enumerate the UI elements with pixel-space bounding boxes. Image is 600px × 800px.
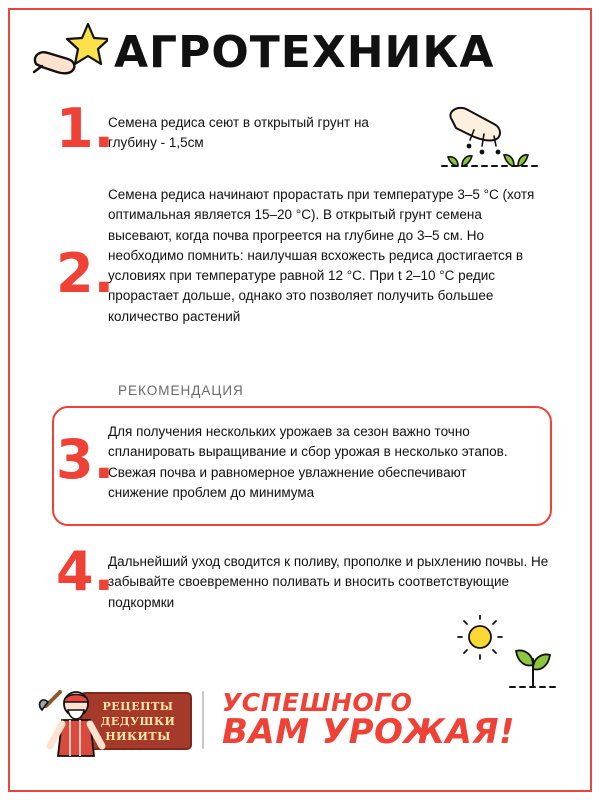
- step-4-text: Дальнейший уход сводится к поливу, прополке и рыхлению почвы. Не забывайте своевременно поливать и вносить соответствующие подкормки: [108, 554, 549, 610]
- gardener-grandpa-icon: [28, 680, 196, 760]
- logo-line-3: НИКИТЫ: [105, 729, 171, 743]
- footer-divider: [202, 691, 204, 749]
- step-3-number: 3.: [56, 428, 115, 491]
- step-1-text: Семена редиса сеют в открытый грунт на глубину - 1,5см: [108, 115, 369, 151]
- hand-with-star-icon: [30, 22, 108, 84]
- header: [30, 18, 570, 88]
- recommendation-label: РЕКОМЕНДАЦИЯ: [118, 383, 244, 398]
- hand-sowing-seeds-icon: [432, 100, 550, 185]
- step-2-number: 2.: [56, 242, 115, 305]
- step-1-number: 1.: [56, 97, 115, 160]
- slogan: [222, 687, 516, 753]
- step-2-text: Семена редиса начинают прорастать при температуре 3–5 °C (хотя оптимальная является 15–20 °C). В открытый грунт семена высевают, когда почва прогреется на глубине до 3–5 см. Но необходимо помнить: наилучшая всхожесть редиса достигается в условиях при температуре равной 12 °C. При t 2–10 °C редис прорастает дольше, однако это позволяет получить большее количество растений: [108, 187, 535, 324]
- logo-line-2: ДЕДУШКИ: [100, 714, 176, 728]
- page-title: АГРОТЕХНИКА: [114, 27, 495, 78]
- step-3-text: Для получения нескольких урожаев за сезон важно точно спланировать выращивание и сбор урожая в несколько этапов. Свежая почва и равномерное увлажнение обеспечивают снижение проблем до минимума: [108, 424, 508, 500]
- step-4-number: 4.: [56, 540, 115, 603]
- slogan-line-2: ВАМ УРОЖАЯ!: [222, 712, 516, 753]
- step-4: [50, 540, 570, 613]
- footer: [28, 676, 572, 764]
- slogan-line-1: УСПЕШНОГО: [222, 687, 413, 717]
- logo-line-1: РЕЦЕПТЫ: [102, 700, 174, 713]
- step-2: [50, 185, 570, 327]
- step-3: [50, 408, 560, 503]
